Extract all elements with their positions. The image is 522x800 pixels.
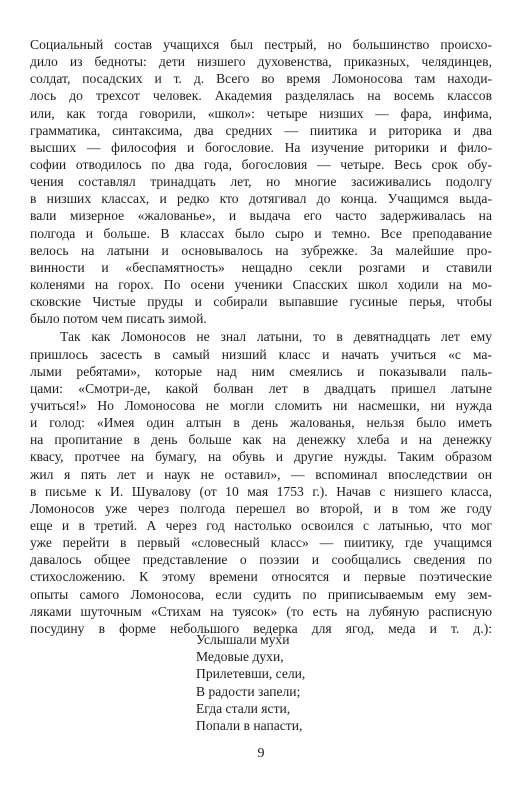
- text-line: уже перейти в первый «словесный класс» — пиитику, где учащимся: [30, 535, 492, 551]
- poem-line: Прилетевши, сели,: [196, 666, 306, 682]
- text-line: коленями на горох. По осени ученики Спасских школ ходили на мо-: [30, 276, 492, 292]
- page-number: 9: [257, 746, 265, 761]
- text-line: дило из бедноты: дети низшего духовенства, приказных, челядинцев,: [30, 54, 492, 70]
- text-line: солдат, посадских и т. д. Всего во время Ломоносова там находи-: [30, 71, 492, 87]
- text-line: Ломоносов уже через полгода перешел во второй, и в том же году: [30, 500, 492, 516]
- text-line: софии отводилось по два года, богословия — четыре. Весь срок обу-: [30, 156, 492, 172]
- text-line: цами: «Смотри-де, какой болван лет в двадцать пришел латыне: [30, 380, 492, 396]
- text-line: учиться!» Но Ломоносова не могли сломить ни насмешки, ни нужда: [30, 397, 492, 413]
- text-line: давалось общее представление о поэзии и сообщались сведения по: [30, 552, 492, 568]
- poem-line: Егда стали ясти,: [196, 700, 291, 716]
- text-line: в письме к И. Шувалову (от 10 мая 1753 г.). Начав с низшего класса,: [30, 483, 492, 499]
- poem-line: Услышали мухи: [196, 632, 290, 647]
- text-line: лыми ребятами», которые над ним смеялись и показывали паль-: [30, 363, 492, 379]
- text-line: Так как Ломоносов не знал латыни, то в девятнадцать лет ему: [60, 329, 492, 345]
- poem-line: Попали в напасти,: [196, 717, 303, 733]
- paragraph-2: [30, 328, 492, 637]
- text-line: лось до трехсот человек. Академия разделялась на восемь классов: [30, 88, 492, 104]
- poem-line: В радости запели;: [196, 683, 301, 699]
- text-line: посудину в форме небольшого ведерка для ягод, меда и т. д.):: [30, 620, 492, 636]
- text-line: или, как тогда говорили, «школ»: четыре низших — фара, инфима,: [30, 105, 492, 121]
- poem-line: Медовые духи,: [196, 649, 284, 665]
- text-line: на пропитание в день больше как на денежку хлеба и на денежку: [30, 432, 492, 448]
- text-line: ляками шуточным «Стихам на туясок» (то есть на лубяную расписную: [30, 603, 492, 619]
- text-line: было потом чем писать зимой.: [30, 311, 207, 327]
- text-line: полгода и больше. В классах было сыро и темно. Все преподавание: [30, 225, 492, 241]
- text-line: жил я пять лет и наук не оставил», — вспоминал впоследствии он: [30, 466, 492, 482]
- text-line: и голод: «Имея один алтын в день жалованья, нельзя было иметь: [30, 415, 492, 431]
- text-line: опыты самого Ломоносова, если судить по приписываемым ему зем-: [30, 586, 492, 602]
- text-line: сковские Чистые пруды и собирали выпавшие гусиные перья, чтобы: [30, 294, 492, 310]
- text-line: стихосложению. К этому времени относятся и первые поэтические: [30, 569, 492, 585]
- paragraph-1: [30, 36, 492, 327]
- text-line: велось на латыни и основывалось на зубрежке. За малейшие про-: [30, 242, 492, 258]
- text-line: квасу, протчее на бумагу, на обувь и другие нужды. Таким образом: [30, 449, 492, 465]
- text-line: в низших классах, и редко кто дотягивал до конца. Учащимся выда-: [30, 191, 492, 207]
- text-line: грамматика, синтаксима, два средних — пиитика и риторика и два: [30, 122, 492, 138]
- poem: [196, 631, 305, 734]
- text-line: еще и в третий. А через год настолько освоился с латынью, что мог: [30, 517, 492, 533]
- text-line: Социальный состав учащихся был пестрый, но большинство происхо-: [30, 37, 492, 52]
- text-line: вали мизерное «жалованье», и выдача его часто задерживалась на: [30, 208, 492, 224]
- text-line: винности и «беспамятность» нещадно секли розгами и ставили: [30, 259, 492, 275]
- page-body: [30, 36, 492, 637]
- text-line: высших — философия и богословие. На изучение риторики и фило-: [30, 139, 492, 155]
- text-line: пришлось засесть в самый низший класс и начать учиться «с ма-: [30, 346, 492, 362]
- text-line: чения составлял тринадцать лет, но многие засиживались подолгу: [30, 174, 492, 190]
